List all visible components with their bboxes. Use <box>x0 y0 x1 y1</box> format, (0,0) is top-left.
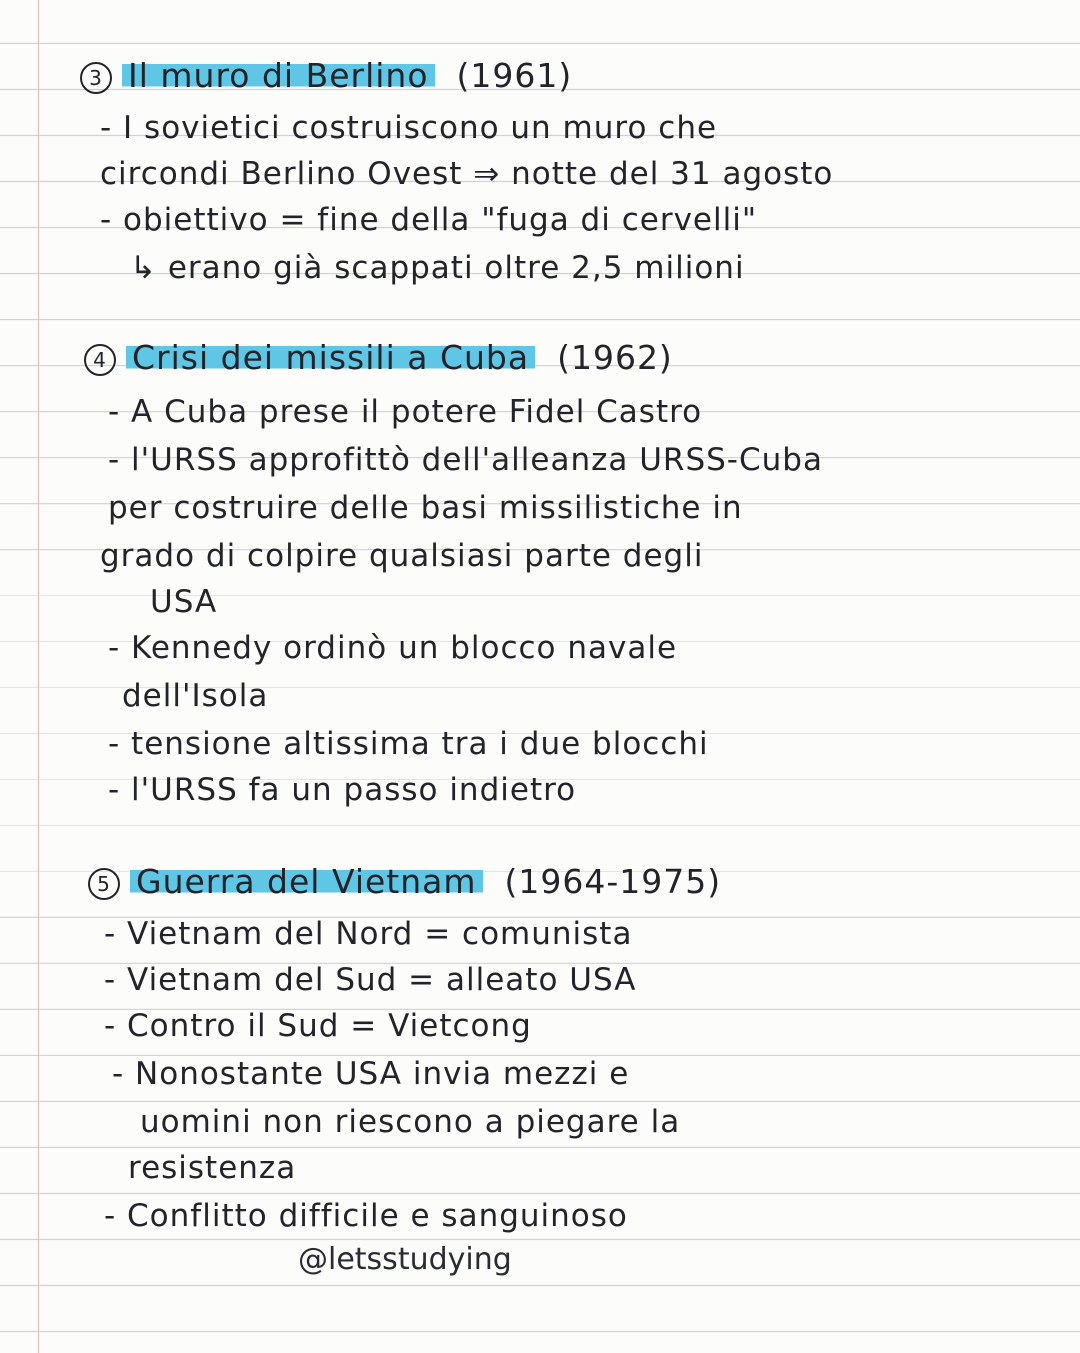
section-years: (1964-1975) <box>504 862 722 901</box>
note-line: - l'URSS fa un passo indietro <box>108 772 577 808</box>
section-number-badge: 3 <box>80 62 112 94</box>
section-number-badge: 4 <box>84 344 116 376</box>
note-line: circondi Berlino Ovest ⇒ notte del 31 agosto <box>100 156 834 192</box>
note-line: grado di colpire qualsiasi parte degli <box>100 538 704 574</box>
note-line: per costruire delle basi missilistiche in <box>108 490 743 526</box>
note-line: resistenza <box>128 1150 297 1186</box>
section-5-heading <box>88 862 721 902</box>
section-number-badge: 5 <box>88 868 120 900</box>
section-title: Crisi dei missili a Cuba <box>126 338 535 377</box>
section-3-heading <box>80 56 572 96</box>
section-years: (1962) <box>557 338 673 377</box>
note-line: - tensione altissima tra i due blocchi <box>108 726 709 762</box>
note-line: - A Cuba prese il potere Fidel Castro <box>108 394 703 430</box>
note-line: uomini non riescono a piegare la <box>140 1104 681 1140</box>
author-signature: @letsstudying <box>298 1242 512 1277</box>
note-line: - Nonostante USA invia mezzi e <box>112 1056 630 1092</box>
section-years: (1961) <box>456 56 573 95</box>
section-title: Guerra del Vietnam <box>130 862 483 901</box>
note-line: USA <box>150 584 218 620</box>
note-line: ↳ erano già scappati oltre 2,5 milioni <box>130 250 745 286</box>
margin-line <box>38 0 39 1353</box>
note-line: - I sovietici costruiscono un muro che <box>100 110 718 146</box>
note-line: - Vietnam del Nord = comunista <box>104 916 633 952</box>
note-line: - Contro il Sud = Vietcong <box>104 1008 532 1044</box>
section-title: Il muro di Berlino <box>122 56 435 95</box>
note-line: - obiettivo = fine della "fuga di cervelli" <box>100 202 758 238</box>
section-4-heading <box>84 338 673 378</box>
note-line: - Conflitto difficile e sanguinoso <box>104 1198 628 1234</box>
note-line: - Kennedy ordinò un blocco navale <box>108 630 678 666</box>
note-line: - l'URSS approfittò dell'alleanza URSS-Cuba <box>108 442 823 478</box>
note-line: dell'Isola <box>122 678 269 714</box>
note-line: - Vietnam del Sud = alleato USA <box>104 962 637 998</box>
